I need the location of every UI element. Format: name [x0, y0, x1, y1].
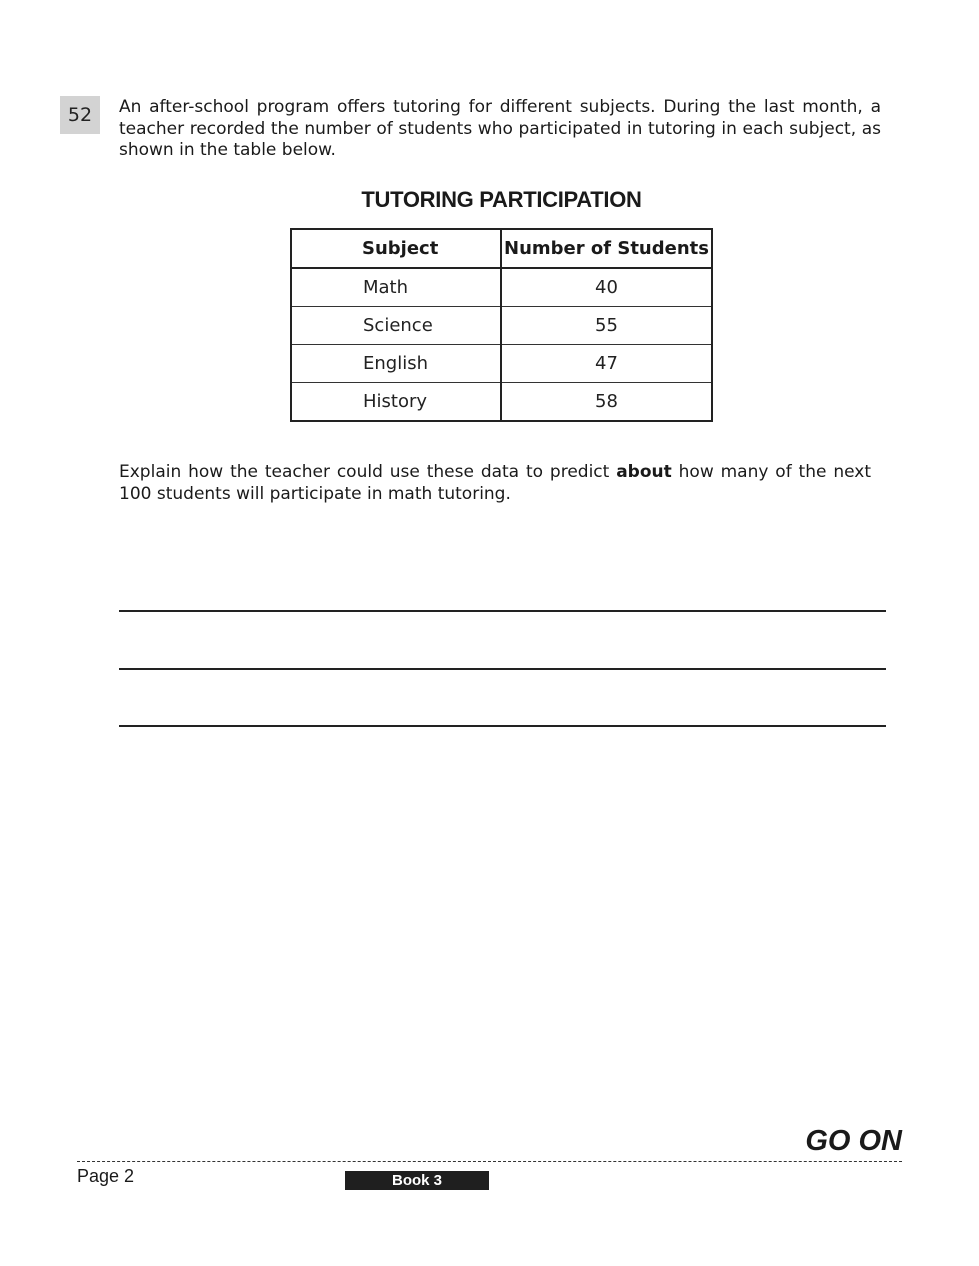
- cell-subject: History: [291, 383, 501, 422]
- explain-instruction: [119, 462, 871, 505]
- answer-line[interactable]: [119, 610, 886, 612]
- book-label: Book 3: [345, 1171, 489, 1190]
- cell-count: 47: [501, 345, 712, 383]
- cell-subject: Science: [291, 307, 501, 345]
- table-row: [291, 268, 712, 307]
- cell-count: 58: [501, 383, 712, 422]
- footer-divider: [77, 1161, 902, 1162]
- table-row: [291, 345, 712, 383]
- go-on-label: GO ON: [805, 1125, 902, 1157]
- table-header-row: [291, 229, 712, 268]
- cell-subject: English: [291, 345, 501, 383]
- question-prompt: An after-school program offers tutoring for different subjects. During the last month, a teacher recorded the number of students who participated in tutoring in each subject, as shown in the table below.: [119, 97, 881, 160]
- cell-count: 40: [501, 268, 712, 307]
- cell-subject: Math: [291, 268, 501, 307]
- participation-table: [290, 228, 713, 422]
- instruction-text-after: how many of the next 100 students will participate in math tutoring.: [119, 462, 871, 504]
- page-number: Page 2: [77, 1166, 135, 1186]
- answer-line[interactable]: [119, 725, 886, 727]
- column-header-students: Number of Students: [501, 229, 712, 268]
- table-row: [291, 307, 712, 345]
- question-number: 52: [60, 96, 100, 134]
- instruction-emphasis: about: [616, 462, 672, 482]
- table-row: [291, 383, 712, 422]
- column-header-subject: Subject: [291, 229, 501, 268]
- cell-count: 55: [501, 307, 712, 345]
- table-title: TUTORING PARTICIPATION: [361, 187, 642, 212]
- answer-line[interactable]: [119, 668, 886, 670]
- instruction-text-before: Explain how the teacher could use these data to predict: [119, 462, 617, 482]
